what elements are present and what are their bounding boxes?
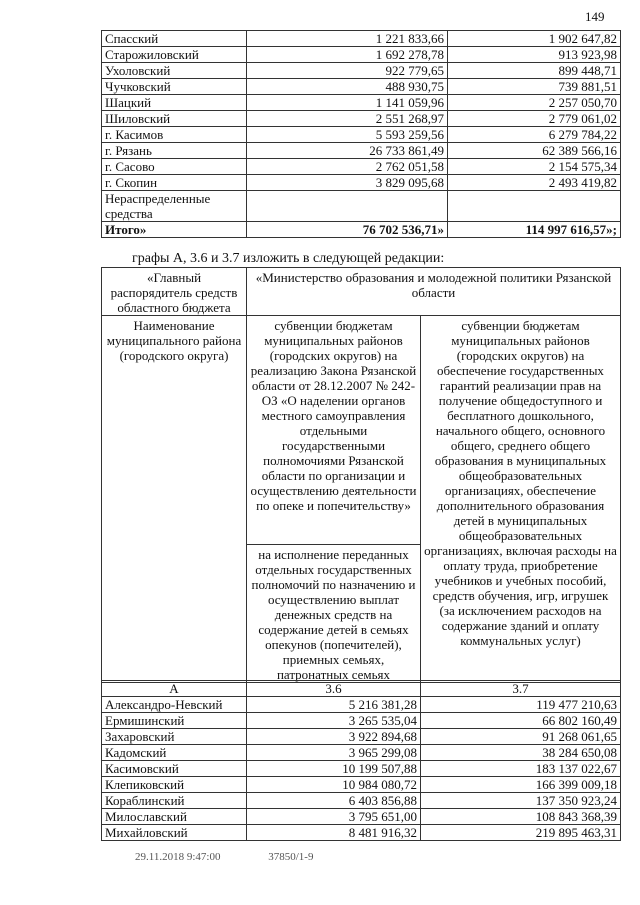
row-name: Шиловский (102, 111, 247, 127)
table-row (102, 31, 621, 47)
row-value-1: 2 551 268,97 (247, 111, 448, 127)
row-value-2: 62 389 566,16 (448, 143, 621, 159)
table-row (102, 175, 621, 191)
total-row (102, 222, 621, 238)
row-value-1: 6 403 856,88 (247, 793, 421, 809)
table-row (102, 95, 621, 111)
row-name: Кораблинский (102, 793, 247, 809)
row-value-2: 166 399 009,18 (421, 777, 621, 793)
row-name: г. Касимов (102, 127, 247, 143)
row-name: Касимовский (102, 761, 247, 777)
row-name: Нераспределенные средства (102, 191, 247, 222)
row-value-1: 1 221 833,66 (247, 31, 448, 47)
allocation-table-continued (101, 30, 621, 238)
row-value-2: 2 154 575,34 (448, 159, 621, 175)
row-value-2: 913 923,98 (448, 47, 621, 63)
total-label: Итого» (102, 222, 247, 238)
row-value-1: 3 829 095,68 (247, 175, 448, 191)
total-value-1: 76 702 536,71» (247, 222, 448, 238)
column-3-6-header-bottom: на исполнение переданных отдельных государственных полномочий по назначению и осуществлению выплат денежных средств на содержание детей в семьях опекунов (попечителей), приемных семьях, патронатных семьях (251, 547, 416, 682)
row-value-1: 2 762 051,58 (247, 159, 448, 175)
row-name: Чучковский (102, 79, 247, 95)
column-3-6-header-top: субвенции бюджетам муниципальных районов (городских округов) на реализацию Закона Рязанской области от 28.12.2007 № 242-ОЗ «О наделении органов местного самоуправления отдельными государственными полномочиями Рязанской области по организации и осуществлению деятельности по опеке и попечительству» (247, 318, 420, 545)
column-label-a: А (102, 681, 247, 697)
row-value-1: 1 692 278,78 (247, 47, 448, 63)
table-row (102, 697, 621, 713)
row-value-1: 922 779,65 (247, 63, 448, 79)
row-name: Ермишинский (102, 713, 247, 729)
row-value-2: 91 268 061,65 (421, 729, 621, 745)
row-value-1: 5 593 259,56 (247, 127, 448, 143)
row-value-1: 3 795 651,00 (247, 809, 421, 825)
empty-cell (448, 191, 621, 222)
row-value-2: 119 477 210,63 (421, 697, 621, 713)
page-number: 149 (585, 9, 605, 24)
row-value-1: 488 930,75 (247, 79, 448, 95)
footer-timestamp: 29.11.2018 9:47:00 (135, 851, 221, 863)
row-value-1: 10 199 507,88 (247, 761, 421, 777)
table-row (102, 777, 621, 793)
main-manager-value: «Министерство образования и молодежной политики Рязанской области (247, 268, 621, 316)
row-value-2: 38 284 650,08 (421, 745, 621, 761)
table-row (102, 713, 621, 729)
row-value-2: 2 257 050,70 (448, 95, 621, 111)
table-row (102, 143, 621, 159)
row-value-2: 739 881,51 (448, 79, 621, 95)
row-name: Шацкий (102, 95, 247, 111)
row-value-2: 2 493 419,82 (448, 175, 621, 191)
table-row (102, 159, 621, 175)
row-name: Ухоловский (102, 63, 247, 79)
row-value-2: 2 779 061,02 (448, 111, 621, 127)
row-value-2: 66 802 160,49 (421, 713, 621, 729)
row-value-2: 137 350 923,24 (421, 793, 621, 809)
row-value-1: 3 922 894,68 (247, 729, 421, 745)
main-manager-label: «Главный распорядитель средств областного бюджета (102, 268, 247, 316)
column-3-7-header: субвенции бюджетам муниципальных районов (городских округов) на обеспечение государственных гарантий реализации прав на получение общедоступного и бесплатного дошкольного, начального общего, основного общего, среднего общего образования в муниципальных общеобразовательных организациях, обеспечение дополнительного образования детей в муниципальных общеобразовательных организациях, включая расходы на оплату труда, приобретение учебников и учебных пособий, средств обучения, игр, игрушек (за исключением расходов на содержание зданий и оплату коммунальных услуг) (421, 316, 621, 683)
row-name: Александро-Невский (102, 697, 247, 713)
row-name: Михайловский (102, 825, 247, 841)
footer-doc-id: 37850/1-9 (268, 851, 314, 863)
column-labels-row (102, 681, 621, 697)
row-value-2: 183 137 022,67 (421, 761, 621, 777)
row-name: Милославский (102, 809, 247, 825)
row-value-1: 8 481 916,32 (247, 825, 421, 841)
row-name: г. Сасово (102, 159, 247, 175)
intro-text: графы А, 3.6 и 3.7 изложить в следующей редакции: (132, 251, 445, 266)
row-value-2: 6 279 784,22 (448, 127, 621, 143)
table-row (102, 47, 621, 63)
row-value-1: 3 965 299,08 (247, 745, 421, 761)
row-name: г. Скопин (102, 175, 247, 191)
row-value-2: 219 895 463,31 (421, 825, 621, 841)
table-row (102, 793, 621, 809)
row-name: Старожиловский (102, 47, 247, 63)
table-row (102, 761, 621, 777)
row-name: г. Рязань (102, 143, 247, 159)
table-row-undistributed (102, 191, 621, 222)
column-label-3-7: 3.7 (421, 681, 621, 697)
table-row (102, 809, 621, 825)
empty-cell (247, 191, 448, 222)
row-value-1: 10 984 080,72 (247, 777, 421, 793)
row-name: Спасский (102, 31, 247, 47)
table-row (102, 111, 621, 127)
table-row (102, 63, 621, 79)
row-name: Захаровский (102, 729, 247, 745)
row-value-1: 5 216 381,28 (247, 697, 421, 713)
table-row (102, 729, 621, 745)
column-a-header: Наименование муниципального района (городского округа) (102, 316, 247, 683)
table-row (102, 79, 621, 95)
column-label-3-6: 3.6 (247, 681, 421, 697)
row-value-1: 3 265 535,04 (247, 713, 421, 729)
table-row (102, 127, 621, 143)
footer (135, 851, 358, 863)
row-value-2: 899 448,71 (448, 63, 621, 79)
subvention-table (101, 680, 621, 841)
row-value-2: 1 902 647,82 (448, 31, 621, 47)
total-value-2: 114 997 616,57»; (448, 222, 621, 238)
row-name: Клепиковский (102, 777, 247, 793)
row-name: Кадомский (102, 745, 247, 761)
row-value-1: 1 141 059,96 (247, 95, 448, 111)
row-value-1: 26 733 861,49 (247, 143, 448, 159)
row-value-2: 108 843 368,39 (421, 809, 621, 825)
table-row (102, 825, 621, 841)
header-table (101, 267, 621, 683)
table-row (102, 745, 621, 761)
